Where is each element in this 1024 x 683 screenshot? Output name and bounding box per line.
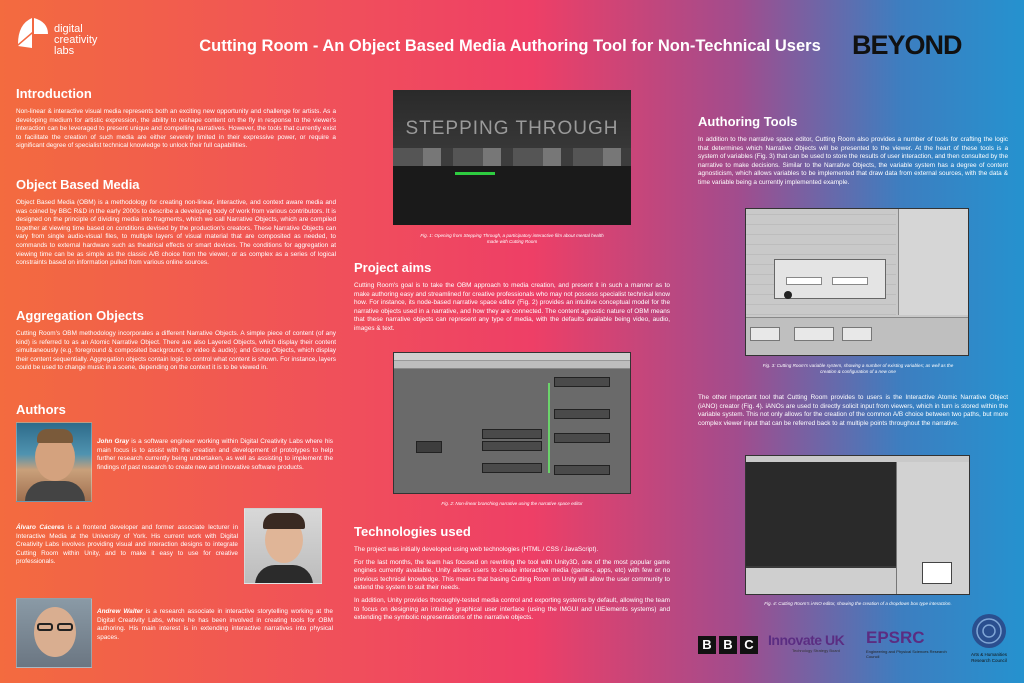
obm-heading: Object Based Media	[16, 177, 140, 192]
author-bio-john: John Gray is a software engineer working within Digital Creativity Labs where his main focus is to assist with the creation and development of prototypes to help further research currently being undertaken, as well as assisting to implement the findings of past research to create new and innovative software products.	[97, 438, 333, 471]
intro-heading: Introduction	[16, 86, 92, 101]
iano-text: The other important tool that Cutting Room provides to users is the Interactive Atomic Narrative Object (iANO) creator (Fig. 4). iANOs are used to directly solicit input from viewers, which in turn is stored within the variable system. This not only allows for the creation of the common A/B choice between two paths, but more complex viewer input that can be referred back to at multiple points throughout the narrative.	[698, 394, 1008, 427]
aims-text: Cutting Room's goal is to take the OBM approach to media creation, and present it in such a manner as to make authoring easy and streamlined for creative professionals who may not possess specialist technical know how. For instance, its node-based narrative space editor (Fig. 2) provides an intuitive conceptual model for the narrative objects used in a narrative, and how they are connected. The content agnostic nature of OBM means that these narrative objects can represent any type of media, with the defaults available being video, audio, images & text.	[354, 282, 670, 332]
fig3-caption: Fig. 3: Cutting Room's variable system, showing a number of existing variables; as well as the creation & configuration of a new one	[762, 363, 954, 374]
aims-heading: Project aims	[354, 260, 432, 275]
author-bio-alvaro: Álvaro Cáceres is a frontend developer and former associate lecturer in Interactive Media at the University of York. His current work with Digital Creativity Labs involves providing visual and interaction designs to integrate Cutting Room within Unity, and to make it easy to use for creative professionals.	[16, 524, 238, 566]
fig4-caption: Fig. 4: Cutting Room's iANO editor, showing the creation of a dropdown box type interaction.	[764, 601, 952, 606]
logo-line1: digital	[54, 23, 83, 35]
authoring-text: In addition to the narrative space editor, Cutting Room also provides a number of tools for crafting the logic that determines which Narrative Objects will be presented to the viewer. At the heart of these tools is a system of variables (Fig. 3) that can be used to store the results of user interaction, and then consulted by the narrative to make decisions. Similar to the Narrative Objects, the variable system has a degree of content agnosticism, which allows variables to be implemented that draw data from external sources, with the data & time variable being a currently implemented example.	[698, 136, 1008, 186]
author-photo-andrew	[16, 598, 92, 668]
aggregation-text: Cutting Room's OBM methodology incorporates a different Narrative Objects. A simple piece of content (of any kind) is referred to as an Atomic Narrative Object. There are also Layered Objects, which display their content simultaneously (e.g. foreground & composited background, or video & audio); and Group Objects, which display their content sequentially. Aggregation objects contain logic to control what content is shown. For instance, layers could be used to change music in a scene, depending on the context it is to be viewed in.	[16, 330, 336, 372]
bbc-logo: B B C	[698, 636, 758, 654]
author-photo-alvaro	[244, 508, 322, 584]
fig1-image	[393, 90, 631, 225]
author-photo-john	[16, 422, 92, 502]
logo-line2: creativity	[54, 34, 98, 46]
obm-text: Object Based Media (OBM) is a methodology for creating non-linear, interactive, and context aware media and was coined by BBC R&D in the early 2000s to describe a developing body of work from various contributors. It is designed on the principle of dividing media into fragments, which we call Narrative Objects, which are compiled together at viewing time based on conditions devised by the production's creators. These Narrative Objects can vary from single audio-visual files, to multiple layers of visual material that are composited as needed, to commands to external hardware such as theatrical effects or smart devices. The conditions for aggregation at viewing time can be as simple as the classic A/B choice from the viewer, or as complex as a series of logical constraints based on information pulled from various online sources.	[16, 199, 336, 267]
tech-p2: For the last months, the team has focused on rewriting the tool with Unity3D, one of the most popular game engines currently available. Unity allows users to create interactive media (games, apps, etc) with few or no previous technical knowledge. This means that basing Cutting Room on Unity will allow the user community to extend the system to suit their needs.	[354, 558, 670, 592]
logo-line3: labs	[54, 45, 75, 57]
poster-title: Cutting Room - An Object Based Media Authoring Tool for Non-Technical Users	[199, 37, 821, 55]
intro-text: Non-linear & interactive visual media represents both an exciting new opportunity and challenge for artists. As a developing medium for artistic expression, the ability to reshape content on the fly in response to the viewer's interaction can be leveraged to present unique and compelling narratives. However, the tools that currently exist to facilitate the creation of such media are either severely limited in their expressive power, or require a significant degree of specialist technical knowledge to unlock their full capabilities.	[16, 108, 336, 150]
fig3-variables-screenshot	[745, 208, 969, 356]
ahrc-globe-icon	[970, 612, 1008, 650]
epsrc-logo: EPSRC Engineering and Physical Sciences Research Council	[866, 628, 947, 659]
ahrc-logo: Arts & Humanities Research Council	[962, 612, 1016, 663]
innovate-uk-logo: Innovate UK Technology Strategy Board	[768, 632, 845, 653]
beyond-logo: BEYOND	[852, 30, 962, 60]
aggregation-heading: Aggregation Objects	[16, 308, 144, 323]
dcl-logo-icon	[14, 14, 50, 50]
author-name-john: John Gray	[97, 438, 130, 445]
author-bio-andrew: Andrew Walter is a research associate in interactive storytelling working at the Digital Creativity Labs, where he has been involved in creating tools for OBM authoring. His main interest is in extending interactive narratives into physical spaces.	[97, 608, 333, 641]
authors-heading: Authors	[16, 402, 66, 417]
tech-p3: In addition, Unity provides thoroughly-tested media control and exporting systems by default, allowing the team to focus on designing an intuitive graphical user interface (using the IMGUI and UIElements systems) and extending the symbolic representations of the narrative objects.	[354, 596, 670, 622]
fig1-overlay-text: STEPPING THROUGH	[405, 118, 619, 139]
tech-p1: The project was initially developed using web technologies (HTML / CSS / JavaScript).	[354, 546, 599, 553]
dcl-logo	[14, 14, 134, 74]
authoring-heading: Authoring Tools	[698, 114, 798, 129]
tech-heading: Technologies used	[354, 524, 471, 539]
author-name-alvaro: Álvaro Cáceres	[16, 524, 65, 531]
fig2-editor-screenshot	[393, 352, 631, 494]
fig2-caption: Fig. 2: Non-linear branching narrative using the narrative space editor	[441, 501, 583, 506]
fig4-iano-screenshot	[745, 455, 970, 595]
author-name-andrew: Andrew Walter	[97, 608, 143, 615]
fig1-caption: Fig. 1: Opening from Stepping Through, a participatory interactive film about mental health made with Cutting Room	[420, 233, 604, 244]
